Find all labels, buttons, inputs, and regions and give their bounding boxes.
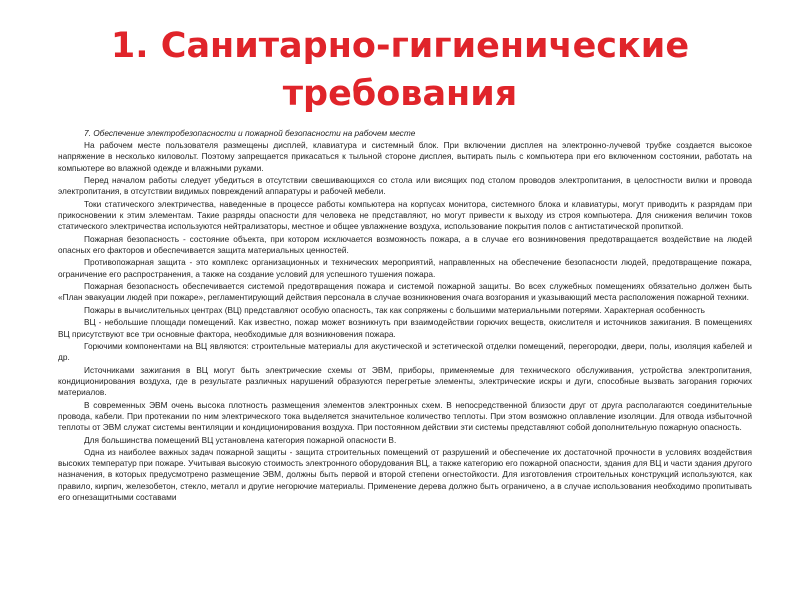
- page-title: [0, 22, 800, 118]
- title-line-1: 1. Санитарно-гигиенические: [110, 26, 690, 66]
- paragraph: Пожарная безопасность обеспечивается системой предотвращения пожара и системой пожарной защиты. Во всех служебных помещениях обязательно должен быть «План эвакуации людей при пожаре», регламентирующий действия персонала в случае возникновения очага возгорания и указывающий места расположения пожарной техники.: [58, 281, 752, 303]
- paragraph: Противопожарная защита - это комплекс организационных и технических мероприятий, направленных на обеспечение безопасности людей, предотвращение пожара, ограничение его распространения, а также на создание условий для успешного тушения пожара.: [58, 257, 752, 279]
- paragraph: ВЦ - небольшие площади помещений. Как известно, пожар может возникнуть при взаимодействии горючих веществ, окислителя и источников зажигания. В помещениях ВЦ присутствуют все три основные фактора, необходимые для возникновения пожара.: [58, 317, 752, 339]
- paragraph: Для большинства помещений ВЦ установлена категория пожарной опасности В.: [84, 434, 397, 445]
- paragraph: На рабочем месте пользователя размещены дисплей, клавиатура и системный блок. При включении дисплея на электронно-лучевой трубке создается высокое напряжение в несколько киловольт. Поэтому запрещается прикасаться к тыльной стороне дисплея, вытирать пыль с компьютера при его включенном состоянии, работать на компьютере во влажной одежде и влажными руками.: [58, 140, 752, 173]
- paragraph: Пожарная безопасность - состояние объекта, при котором исключается возможность пожара, а в случае его возникновения предотвращается воздействие на людей опасных его факторов и обеспечивается защита материальных ценностей.: [58, 233, 752, 255]
- paragraph: Токи статического электричества, наведенные в процессе работы компьютера на корпусах монитора, системного блока и клавиатуры, могут приводить к разрядам при прикосновении к этим элементам. Такие разряды опасности для человека не представляют, но могут привести к выходу из строя компьютера. Для снижения величин токов статического электричества используются нейтрализаторы, местное и общее увлажнение воздуха, использование покрытия полов с антистатической пропиткой.: [58, 198, 752, 232]
- paragraph: В современных ЭВМ очень высока плотность размещения элементов электронных схем. В непосредственной близости друг от друга располагаются соединительные провода, кабели. При протекании по ним электрического тока выделяется значительное количество теплоты. При этом возможно оплавление изоляции. Для отвода избыточной теплоты от ЭВМ служат системы вентиляции и кондиционирования воздуха. При постоянном действии эти системы представляют собой дополнительную пожарную опасность.: [58, 399, 752, 433]
- paragraph: Горючими компонентами на ВЦ являются: строительные материалы для акустической и эстетической отделки помещений, перегородки, двери, полы, изоляция кабелей и др.: [58, 341, 752, 363]
- section-subheading: 7. Обеспечение электробезопасности и пожарной безопасности на рабочем месте: [84, 128, 416, 138]
- paragraph: Пожары в вычислительных центрах (ВЦ) представляют особую опасность, так как сопряжены с большими материальными потерями. Характерная особенность: [84, 304, 705, 315]
- paragraph: Источниками зажигания в ВЦ могут быть электрические схемы от ЭВМ, приборы, применяемые для технического обслуживания, устройства электропитания, кондиционирования воздуха, где в результате различных нарушений образуются перегретые элементы, электрические искры и дуги, способные вызвать загорания горючих материалов.: [58, 364, 752, 398]
- paragraph: Одна из наиболее важных задач пожарной защиты - защита строительных помещений от разрушений и обеспечение их достаточной прочности в условиях воздействия высоких температур при пожаре. Учитывая высокую стоимость электронного оборудования ВЦ, а также категорию его пожарной опасности, здания для ВЦ и части здания другого назначения, в которых предусмотрено размещение ЭВМ, должны быть первой и второй степени огнестойкости. Для изготовления строительных конструкций используются, как правило, кирпич, железобетон, стекло, металл и другие негорючие материалы. Применение дерева должно быть ограничено, а в случае использования необходимо пропитывать его огнезащитными составами: [58, 447, 752, 502]
- body-text: [58, 128, 752, 504]
- title-line-2: требования: [282, 74, 518, 114]
- paragraph: Перед началом работы следует убедиться в отсутствии свешивающихся со стола или висящих под столом проводов электропитания, в целостности вилки и провода электропитания, в отсутствии видимых повреждений аппаратуры и рабочей мебели.: [58, 175, 752, 197]
